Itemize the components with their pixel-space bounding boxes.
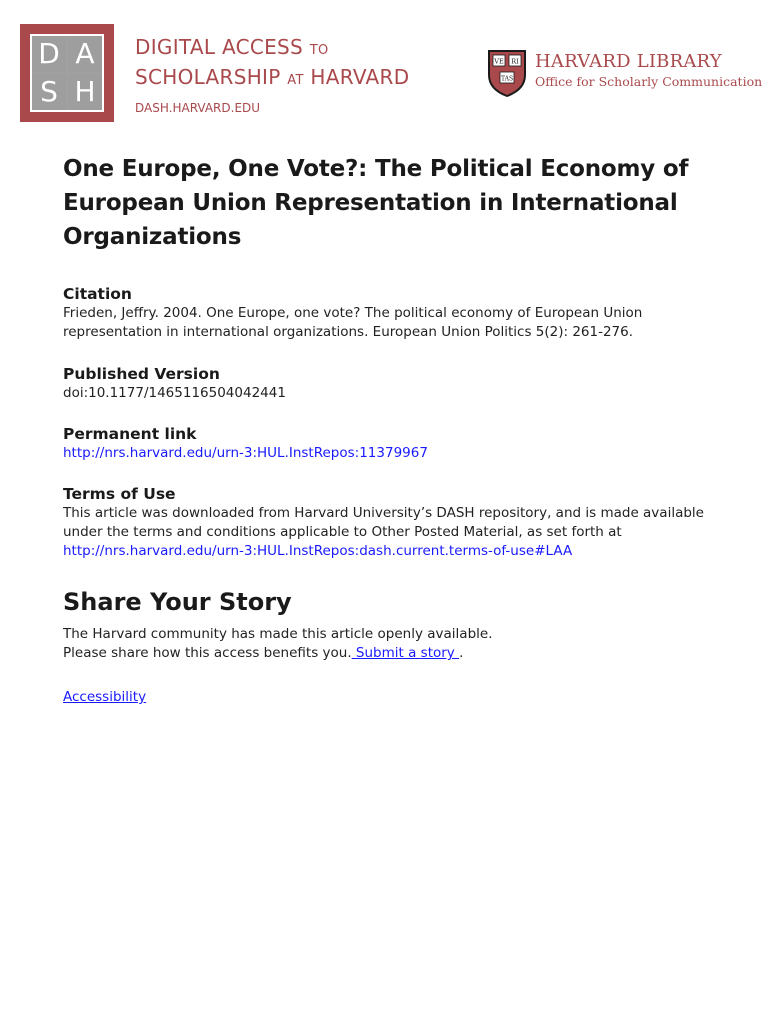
share-line-2-text: Please share how this access benefits you.	[63, 645, 352, 661]
harvard-library-title: HARVARD LIBRARY	[535, 51, 722, 72]
permanent-link-heading: Permanent link	[63, 425, 197, 443]
document-title: One Europe, One Vote?: The Political Economy of European Union Representation in International Organizations	[63, 156, 689, 250]
dash-wordmark[interactable]	[135, 34, 409, 116]
accessibility-link[interactable]: Accessibility	[63, 689, 147, 705]
terms-text: This article was downloaded from Harvard University’s DASH repository, and is made available under the terms and conditions applicable to Other Posted Material, as set forth at	[63, 505, 704, 540]
harvard-library-subtitle: Office for Scholarly Communication	[535, 74, 763, 89]
dash-logo-letter: S	[32, 74, 66, 110]
shield-text: RI	[511, 57, 519, 66]
citation-heading: Citation	[63, 285, 132, 303]
permanent-link[interactable]: http://nrs.harvard.edu/urn-3:HUL.InstRepos:11379967	[63, 445, 428, 461]
dash-logo-letter: H	[68, 74, 102, 110]
dash-wordmark-text: HARVARD	[310, 65, 410, 89]
share-story-heading: Share Your Story	[63, 588, 292, 616]
dash-wordmark-small: TO	[309, 43, 329, 58]
shield-text: VE	[494, 57, 504, 66]
document-content	[63, 152, 713, 707]
shield-text: TAS	[500, 75, 514, 83]
dash-logo-letter: A	[68, 36, 102, 72]
dash-logo[interactable]	[20, 24, 114, 122]
citation-section	[63, 284, 713, 342]
submit-story-link[interactable]: Submit a story	[351, 645, 460, 661]
dash-wordmark-line-2	[135, 64, 409, 94]
share-story-section	[63, 587, 713, 663]
terms-of-use-heading: Terms of Use	[63, 485, 176, 503]
footer	[63, 688, 713, 707]
share-line-2-period: .	[459, 645, 464, 661]
published-version-section	[63, 364, 713, 403]
dash-logo-letter: D	[32, 36, 66, 72]
published-version-heading: Published Version	[63, 365, 220, 383]
dash-url: DASH.HARVARD.EDU	[135, 101, 261, 115]
dash-wordmark-small: AT	[287, 73, 304, 88]
harvard-shield-icon	[487, 49, 527, 97]
dash-wordmark-text: SCHOLARSHIP	[135, 65, 281, 89]
dash-logo-grid	[30, 34, 104, 112]
dash-wordmark-line-1	[135, 34, 409, 64]
dash-wordmark-text: DIGITAL ACCESS	[135, 35, 304, 59]
terms-of-use-text	[63, 504, 713, 561]
permanent-link-section	[63, 424, 713, 463]
share-line-2	[63, 644, 713, 663]
share-line-1: The Harvard community has made this article openly available.	[63, 626, 493, 642]
published-doi: doi:10.1177/1465116504042441	[63, 385, 286, 401]
citation-text: Frieden, Jeffry. 2004. One Europe, one vote? The political economy of European Union representation in international organizations. European Union Politics 5(2): 261-276.	[63, 305, 643, 340]
terms-of-use-section	[63, 484, 713, 561]
terms-of-use-link[interactable]: http://nrs.harvard.edu/urn-3:HUL.InstRepos:dash.current.terms-of-use#LAA	[63, 543, 573, 559]
harvard-library-logo[interactable]	[535, 52, 762, 90]
